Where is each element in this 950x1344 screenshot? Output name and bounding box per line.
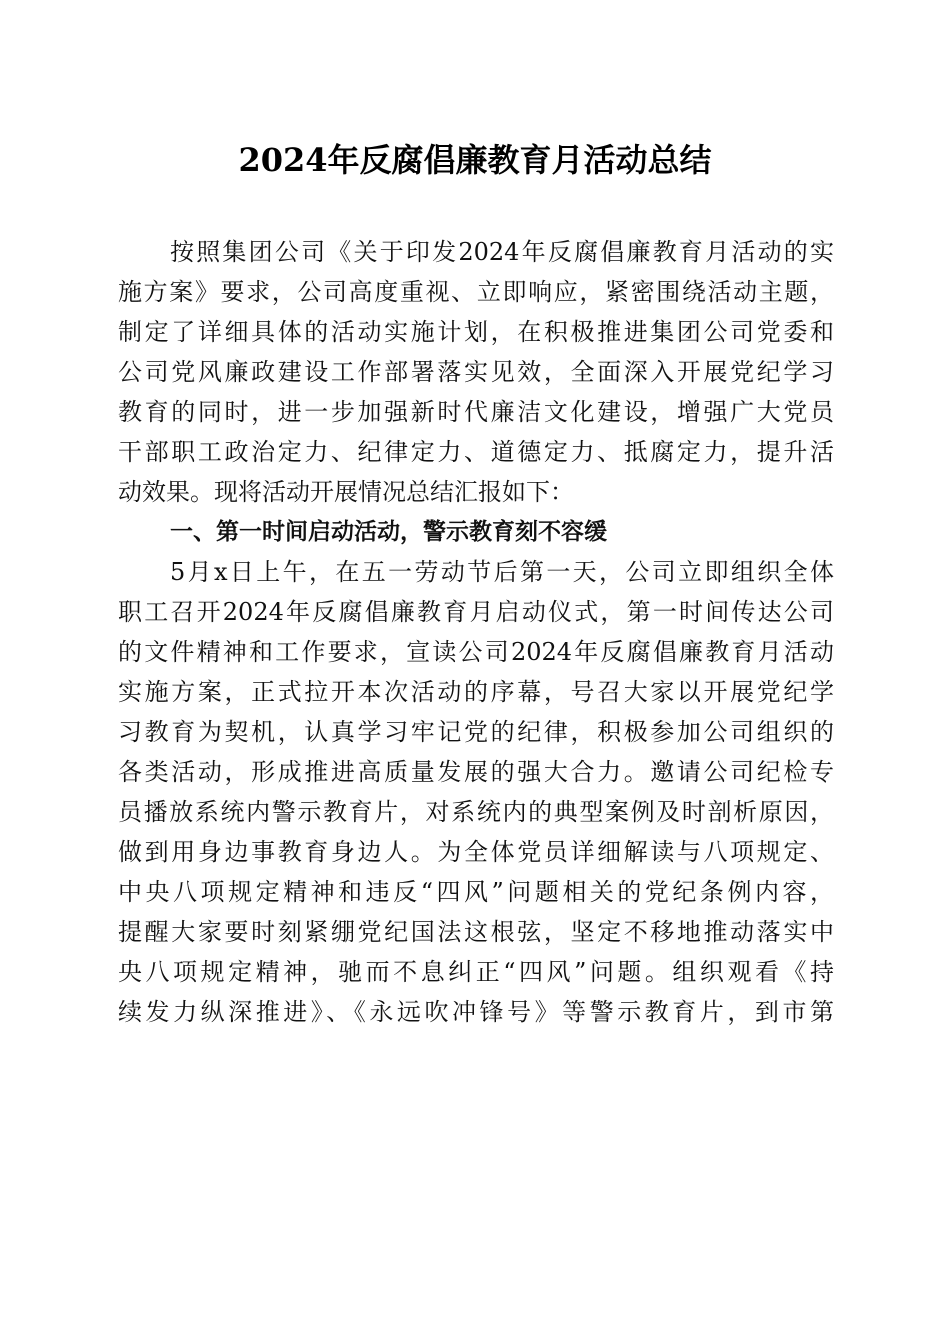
- paragraph-line: 中央八项规定精神和违反“四风”问题相关的党纪条例内容，: [118, 878, 834, 906]
- paragraph-line: 5月x日上午，在五一劳动节后第一天，公司立即组织全体: [170, 558, 834, 586]
- paragraph-line: 实施方案，正式拉开本次活动的序幕，号召大家以开展党纪学: [118, 678, 834, 706]
- paragraph-line: 习教育为契机，认真学习牢记党的纪律，积极参加公司组织的: [118, 718, 834, 746]
- paragraph-line: 各类活动，形成推进高质量发展的强大合力。邀请公司纪检专: [118, 758, 834, 786]
- paragraph-line: 职工召开2024年反腐倡廉教育月启动仪式，第一时间传达公司: [118, 598, 834, 626]
- paragraph-line: 公司党风廉政建设工作部署落实见效，全面深入开展党纪学习: [118, 358, 834, 386]
- intro-paragraph: [118, 232, 834, 1032]
- paragraph-line: 央八项规定精神，驰而不息纠正“四风”问题。组织观看《持: [118, 958, 834, 986]
- paragraph-line: 制定了详细具体的活动实施计划，在积极推进集团公司党委和: [118, 318, 834, 346]
- paragraph-line: 干部职工政治定力、纪律定力、道德定力、抵腐定力，提升活: [118, 438, 834, 466]
- paragraph-line: 的文件精神和工作要求，宣读公司2024年反腐倡廉教育月活动: [118, 638, 834, 666]
- paragraph-line: 员播放系统内警示教育片，对系统内的典型案例及时剖析原因，: [118, 798, 834, 826]
- paragraph-line: 做到用身边事教育身边人。为全体党员详细解读与八项规定、: [118, 838, 834, 866]
- paragraph-line: 教育的同时，进一步加强新时代廉洁文化建设，增强广大党员: [118, 398, 834, 426]
- paragraph-line: 提醒大家要时刻紧绷党纪国法这根弦，坚定不移地推动落实中: [118, 918, 834, 946]
- section-heading: 一、第一时间启动活动，警示教育刻不容缓: [170, 519, 607, 545]
- paragraph-line: 动效果。现将活动开展情况总结汇报如下：: [118, 478, 574, 506]
- paragraph-line: 施方案》要求，公司高度重视、立即响应，紧密围绕活动主题，: [118, 278, 834, 306]
- document-title: 2024年反腐倡廉教育月活动总结: [238, 141, 712, 179]
- paragraph-line: 续发力纵深推进》、《永远吹冲锋号》等警示教育片，到市第: [118, 998, 834, 1026]
- paragraph-line: 按照集团公司《关于印发2024年反腐倡廉教育月活动的实: [170, 238, 834, 266]
